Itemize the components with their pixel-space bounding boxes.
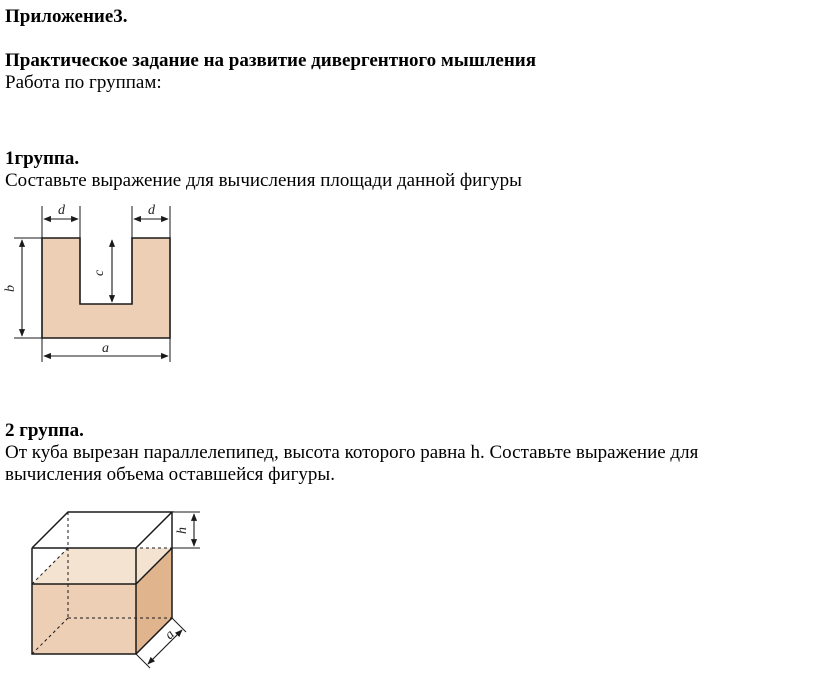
u-shape	[42, 238, 170, 338]
group2-figure	[0, 500, 220, 675]
group2-heading: 2 группа.	[5, 420, 84, 441]
cube-lower-front	[32, 584, 136, 654]
label-c: c	[92, 269, 107, 276]
label-d-right: d	[148, 203, 155, 218]
group1-figure	[0, 192, 200, 372]
appendix-title: Приложение3.	[5, 6, 128, 27]
label-a: a	[102, 341, 109, 356]
label-d-left: d	[58, 203, 65, 218]
group1-heading: 1группа.	[5, 148, 80, 169]
group1-task: Составьте выражение для вычисления площади данной фигуры	[5, 170, 522, 191]
group2-task-line1: От куба вырезан параллелепипед, высота которого равна h. Составьте выражение для	[5, 442, 699, 463]
group2-task-line2: вычисления объема оставшейся фигуры.	[5, 464, 335, 485]
page-title: Практическое задание на развитие дивергентного мышления	[5, 50, 537, 71]
label-h: h	[175, 527, 190, 534]
label-b: b	[3, 285, 18, 292]
label-a2: a	[162, 627, 178, 643]
page-subtitle: Работа по группам:	[5, 72, 162, 93]
